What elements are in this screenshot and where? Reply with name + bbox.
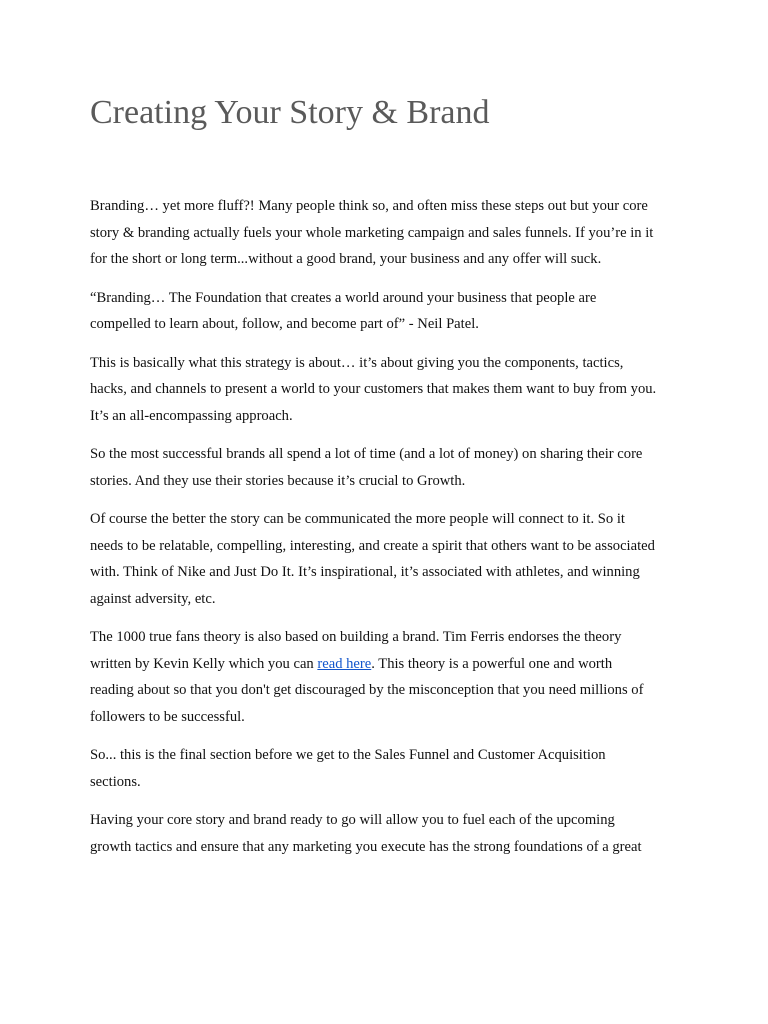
text-line: So the most successful brands all spend a lot of time (and a lot of money) on sharing their core [90, 446, 643, 462]
text-line: The 1000 true fans theory is also based on building a brand. Tim Ferris endorses the theory [90, 629, 622, 645]
paragraph-strategy [90, 350, 682, 430]
text-line: needs to be relatable, compelling, interesting, and create a spirit that others want to be associated [90, 537, 655, 554]
paragraph-story-communication [90, 506, 682, 612]
text-segment: written by Kevin Kelly which you can [90, 655, 318, 672]
text-line: for the short or long term...without a good brand, your business and any offer will suck. [90, 251, 602, 267]
text-line-with-link [90, 651, 682, 678]
text-line: reading about so that you don't get discouraged by the misconception that you need millions of [90, 682, 644, 698]
text-line: with. Think of Nike and Just Do It. It’s inspirational, it’s associated with athletes, and winning [90, 564, 640, 580]
text-line: Having your core story and brand ready to go will allow you to fuel each of the upcoming [90, 812, 615, 828]
text-line: sections. [90, 773, 141, 790]
text-line: This is basically what this strategy is about… it’s about giving you the components, tactics, [90, 354, 624, 371]
text-line: Branding… yet more fluff?! Many people think so, and often miss these steps out but your core [90, 198, 648, 214]
text-line: against adversity, etc. [90, 590, 216, 607]
text-line: followers to be successful. [90, 708, 245, 725]
text-line: growth tactics and ensure that any marketing you execute has the strong foundations of a great [90, 838, 642, 855]
text-line: So... this is the final section before we get to the Sales Funnel and Customer Acquisition [90, 747, 606, 763]
text-line: hacks, and channels to present a world to your customers that makes them want to buy from you. [90, 381, 657, 397]
paragraph-successful-brands [90, 441, 682, 494]
text-line: stories. And they use their stories because it’s crucial to Growth. [90, 472, 466, 489]
paragraph-core-story [90, 807, 682, 860]
paragraph-quote [90, 285, 682, 338]
text-segment: . This theory is a powerful one and worth [371, 655, 613, 672]
document-body [90, 193, 682, 872]
text-line: It’s an all-encompassing approach. [90, 407, 293, 424]
paragraph-true-fans [90, 624, 682, 730]
text-line: compelled to learn about, follow, and become part of” - Neil Patel. [90, 316, 479, 332]
text-line: story & branding actually fuels your whole marketing campaign and sales funnels. If you’re in it [90, 224, 654, 241]
paragraph-intro [90, 193, 682, 273]
text-line: “Branding… The Foundation that creates a world around your business that people are [90, 289, 597, 306]
read-here-link[interactable]: read here [317, 655, 372, 672]
paragraph-final-section [90, 742, 682, 795]
page-title: Creating Your Story & Brand [90, 94, 490, 131]
text-line: Of course the better the story can be communicated the more people will connect to it. So it [90, 511, 625, 527]
